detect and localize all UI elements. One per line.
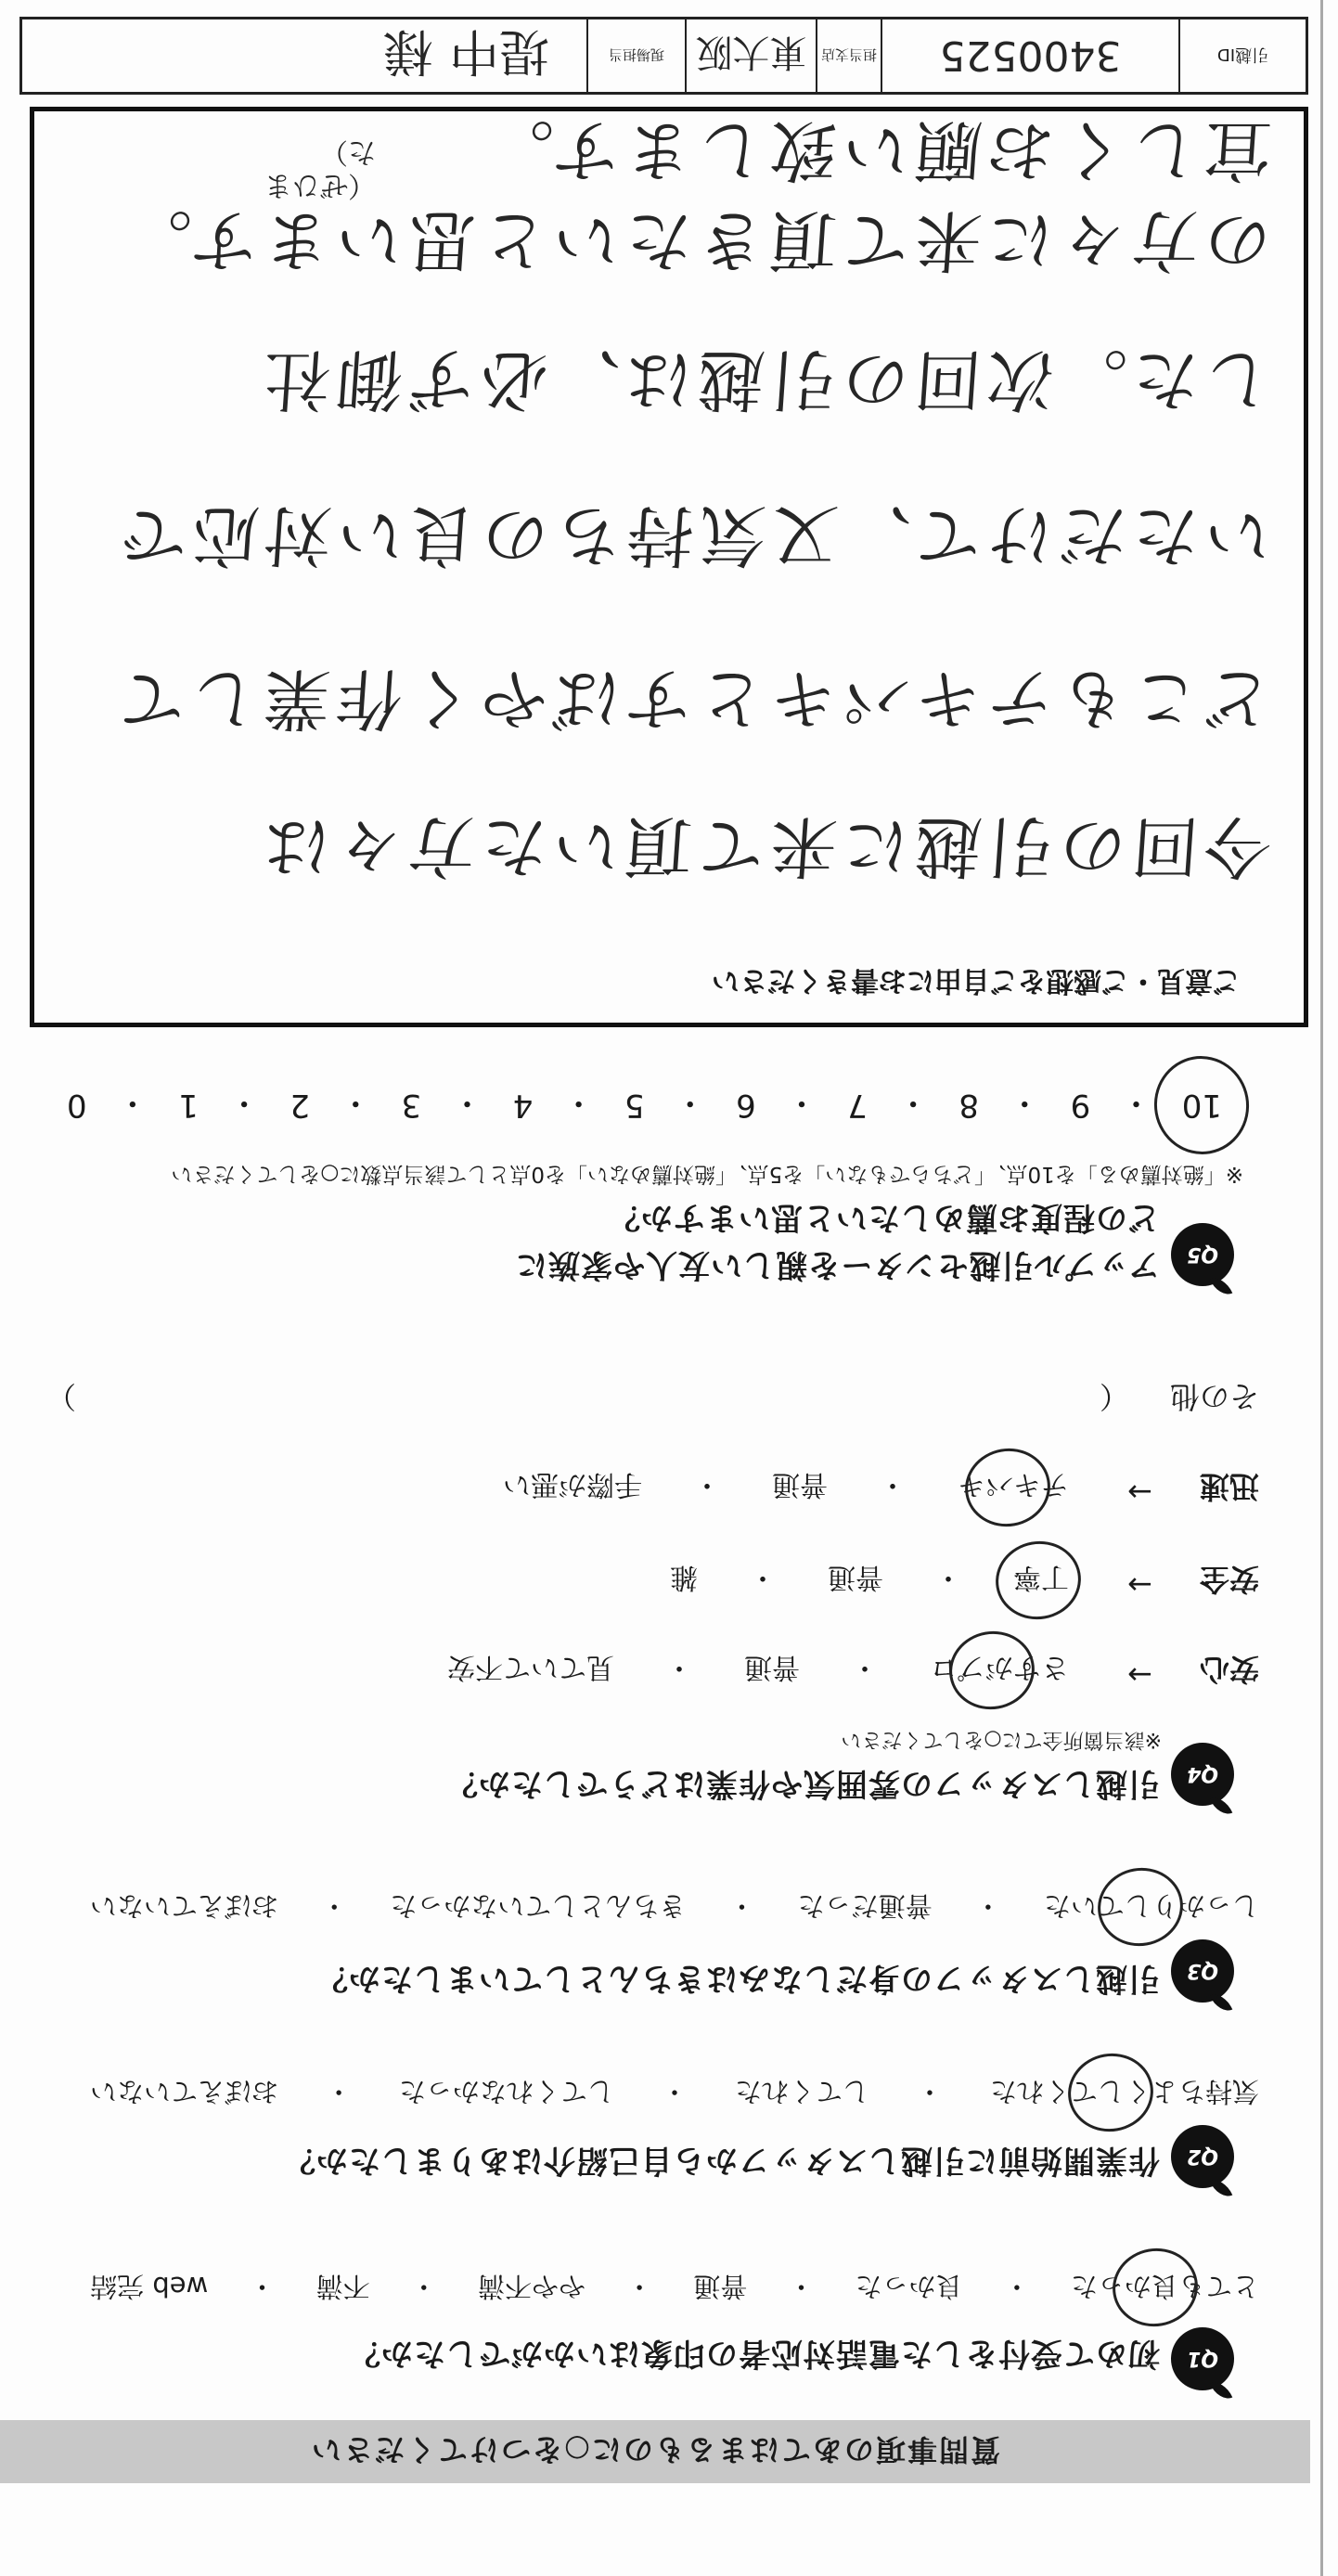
q1-option-very-good: とても良かった — [1071, 2269, 1259, 2307]
q4-option-efficient: テキパキ — [958, 1467, 1069, 1508]
q4-option-normal: 普通 — [772, 1468, 828, 1501]
handwritten-line: した。次回の引越は、必ず御社 — [255, 341, 1274, 419]
score-7: 7 — [847, 1087, 868, 1125]
q2-option-no: してくれなかった — [399, 2076, 615, 2107]
q3-apple-icon — [1171, 1939, 1234, 2003]
score-6: 6 — [736, 1087, 756, 1125]
q4-option-normal: 普通 — [744, 1651, 800, 1683]
q4-apple-icon — [1171, 1743, 1234, 1806]
q1-option-web-complete: web 完結 — [90, 2271, 209, 2302]
staff-label: 現場担当 — [609, 46, 665, 64]
branch-value: 東大阪 — [695, 31, 807, 74]
info-table — [19, 17, 1308, 95]
q1-option-slightly-dissatisfied: やや不満 — [477, 2271, 585, 2302]
separator: ・ — [228, 1084, 261, 1121]
comment-box — [30, 107, 1308, 1027]
separator: ・ — [916, 2076, 944, 2107]
separator: ・ — [320, 1890, 348, 1922]
handwritten-line: 宜しくお願い致します。 — [477, 111, 1274, 189]
separator: ・ — [897, 1084, 930, 1121]
separator: ・ — [625, 2271, 653, 2302]
q4-other-label: その他 — [1169, 1379, 1259, 1414]
q3-option-not-neat: きちんとしていなかった — [390, 1890, 687, 1922]
q4-row-other — [34, 1368, 1259, 1420]
q1-option-good: 良かった — [855, 2271, 963, 2302]
score-3: 3 — [401, 1087, 422, 1125]
separator: ・ — [934, 1561, 962, 1593]
branch-value-cell — [685, 19, 816, 92]
arrow-icon: → — [1127, 1567, 1152, 1603]
staff-value: 堤中 様 — [382, 22, 549, 82]
separator: ・ — [248, 2271, 276, 2302]
handwritten-line: の方々に来て頂きたいと思います。 — [115, 201, 1274, 279]
separator: ・ — [410, 2271, 438, 2302]
separator: ・ — [665, 1651, 693, 1683]
q3-number: Q3 — [1187, 1959, 1219, 1983]
q2-option-yes: してくれた — [735, 2076, 870, 2107]
q2-apple-icon — [1171, 2125, 1234, 2188]
q3-option-dont-remember: おぼえていない — [90, 1890, 279, 1922]
q2-option-dont-remember: おぼえていない — [90, 2076, 279, 2107]
q4-row-speed — [34, 1458, 1259, 1510]
branch-label: 担当支店 — [821, 46, 878, 64]
q3-question: 引越しスタッフの身だしなみはきちんとしていましたか？ — [315, 1960, 1160, 1997]
comment-box-title: ご意見・ご感想をご自由にお書きください — [712, 964, 1241, 997]
score-10: 10 — [1181, 1087, 1222, 1125]
q3-options — [90, 1888, 1259, 1926]
separator: ・ — [116, 1084, 148, 1121]
move-id-label-cell — [1178, 19, 1306, 92]
q4-row-label: 迅速 — [1199, 1469, 1259, 1504]
score-9: 9 — [1070, 1087, 1091, 1125]
q2-number: Q2 — [1187, 2145, 1219, 2169]
score-4: 4 — [512, 1087, 534, 1125]
branch-label-cell — [816, 19, 881, 92]
q4-row-safety — [34, 1551, 1259, 1603]
q4-other-open-paren: （ — [1099, 1379, 1129, 1414]
q5-question-line2: どの程度お薦めしたいと思いますか？ — [608, 1199, 1160, 1236]
q4-row-options — [670, 1560, 1069, 1601]
q2-question: 作業開始前に引越しスタッフから自己紹介はありましたか？ — [283, 2142, 1160, 2179]
q4-row-label: 安全 — [1199, 1562, 1259, 1597]
separator: ・ — [785, 1084, 817, 1121]
score-2: 2 — [289, 1087, 310, 1125]
q4-question: 引越しスタッフの雰囲気や作業はどうでしたか？ — [445, 1765, 1160, 1802]
q4-option-rough: 雑 — [670, 1561, 698, 1593]
instruction-band — [0, 2420, 1310, 2483]
q5-note: ※「絶対薦める」を10点、「どちらでもない」を5点、「絶対薦めない」を0点として該当点数に○をしてください — [171, 1162, 1243, 1186]
score-8: 8 — [958, 1087, 980, 1125]
q4-option-normal: 普通 — [828, 1561, 883, 1593]
q1-question: 初めて受付をした電話対応者の印象はいかがでしたか？ — [348, 2335, 1160, 2372]
separator: ・ — [451, 1084, 483, 1121]
q4-option-uneasy: 見ていて不安 — [447, 1651, 614, 1683]
separator: ・ — [787, 2271, 815, 2302]
q4-row-options — [503, 1467, 1069, 1508]
q4-row-label: 安心 — [1199, 1652, 1259, 1687]
handwritten-line: いただけて、又気持ちの良い対応で — [111, 496, 1274, 574]
q4-option-professional: さすがプロ — [930, 1650, 1069, 1691]
q4-option-careful: 丁寧 — [1013, 1560, 1069, 1601]
q3-option-neat: しっかりしていた — [1044, 1888, 1259, 1926]
q4-row-options — [447, 1650, 1069, 1691]
q4-number: Q4 — [1187, 1762, 1219, 1786]
staff-label-cell — [586, 19, 685, 92]
move-id-value: 3400525 — [939, 32, 1122, 80]
separator: ・ — [851, 1651, 879, 1683]
handwritten-annotation: （ぜひまた） — [264, 135, 376, 201]
paper-edge — [1320, 0, 1323, 2576]
separator: ・ — [674, 1084, 706, 1121]
separator: ・ — [562, 1084, 595, 1121]
arrow-icon: → — [1127, 1657, 1152, 1693]
score-5: 5 — [624, 1087, 645, 1125]
score-1: 1 — [178, 1087, 199, 1125]
q1-number: Q1 — [1187, 2347, 1219, 2371]
separator: ・ — [1003, 2271, 1031, 2302]
q4-option-clumsy: 手際が悪い — [503, 1468, 642, 1501]
q1-options — [90, 2269, 1259, 2307]
q4-row-reassurance — [34, 1641, 1259, 1693]
q5-apple-icon — [1171, 1223, 1234, 1286]
separator: ・ — [974, 1890, 1002, 1922]
instruction-text: 質問事項のあてはまるものに○をつけてください — [310, 2432, 1000, 2467]
separator: ・ — [661, 2076, 688, 2107]
separator: ・ — [1009, 1084, 1041, 1121]
separator: ・ — [728, 1890, 756, 1922]
separator: ・ — [340, 1084, 372, 1121]
q1-option-normal: 普通 — [693, 2271, 748, 2302]
separator: ・ — [749, 1561, 777, 1593]
q1-apple-icon — [1171, 2327, 1234, 2390]
q2-options — [90, 2074, 1259, 2112]
arrow-icon: → — [1127, 1475, 1152, 1510]
q4-other-close-paren: ） — [45, 1379, 76, 1414]
staff-value-cell — [22, 19, 586, 92]
q5-score-scale — [67, 1083, 1222, 1128]
score-0: 0 — [67, 1087, 87, 1125]
q5-number: Q5 — [1187, 1243, 1219, 1267]
handwritten-line: どこもテキパキとすばやく作業して — [110, 660, 1274, 738]
q5-question-line1: アップル引越センターを親しい友人や家族に — [515, 1246, 1160, 1283]
move-id-value-cell — [881, 19, 1178, 92]
q2-option-pleasant: 気持ちよくしてくれた — [990, 2074, 1259, 2112]
handwritten-line: 今回の引越に来て頂いた方々は — [255, 807, 1274, 885]
separator: ・ — [879, 1468, 907, 1501]
separator: ・ — [325, 2076, 353, 2107]
separator: ・ — [693, 1468, 721, 1501]
q3-option-normal: 普通だった — [797, 1890, 933, 1922]
q4-note: ※該当箇所全てに○をしてください — [841, 1728, 1162, 1751]
separator: ・ — [1120, 1084, 1152, 1121]
q1-option-dissatisfied: 不満 — [315, 2271, 370, 2302]
move-id-label: 引越ID — [1216, 45, 1269, 64]
